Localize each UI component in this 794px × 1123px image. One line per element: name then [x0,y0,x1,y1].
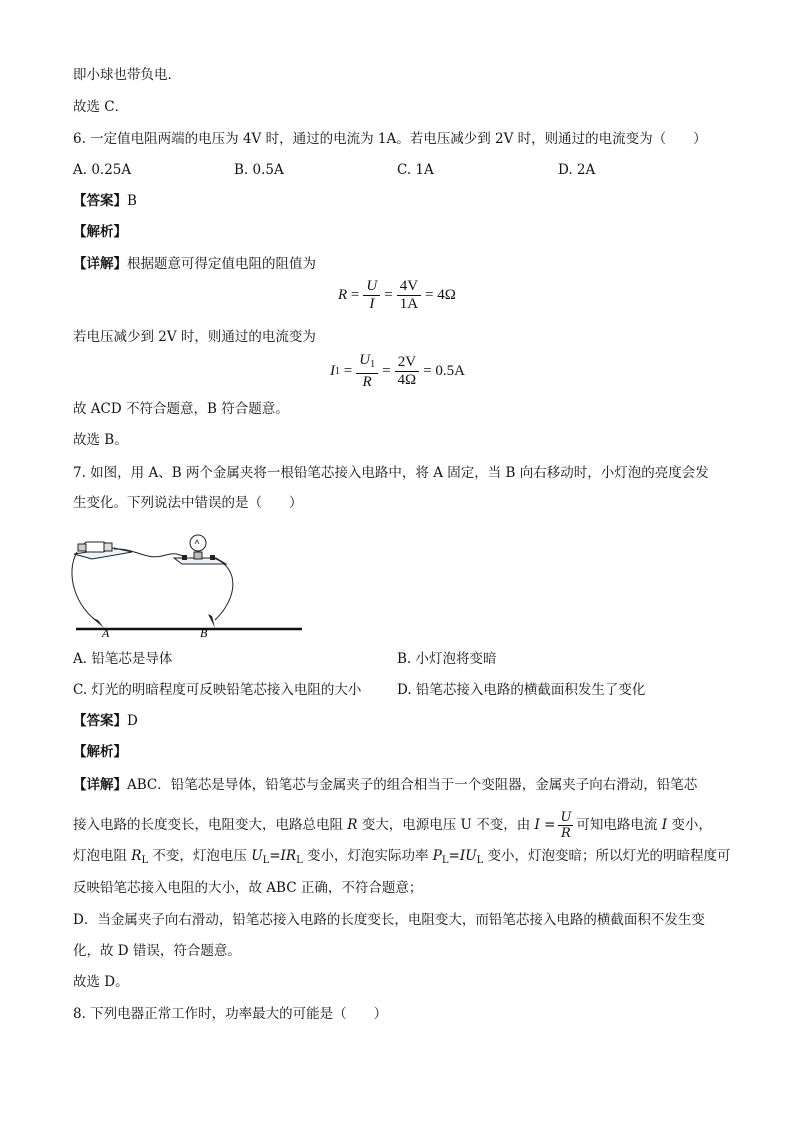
equation-current: I 1 = $\frac{U_1}{R}$ = $\frac{2V}{4\Omega}$ = 0.5A [330,352,465,390]
option-b: B. 小灯泡将变暗 [397,651,497,667]
option-c: C. 1A [397,162,434,178]
text-line: 故 ACD 不符合题意，B 符合题意。 [73,401,289,417]
question-8-stem: 8. 下列电器正常工作时，功率最大的可能是（ ） [73,1006,388,1022]
detail-line: 【详解】ABC．铅笔芯是导体，铅笔芯与金属夹子的组合相当于一个变阻器，金属夹子向右滑动，铅笔芯 [73,777,698,793]
answer-line [73,191,137,211]
option-a: A. 0.25A [73,162,132,178]
text-line: 故选 C． [73,99,129,115]
answer-tag: 【答案】 [73,713,127,729]
battery-icon [74,542,132,559]
text-line: 即小球也带负电． [73,67,181,83]
option-c: C. 灯光的明暗程度可反映铅笔芯接入电阻的大小 [73,682,362,698]
text-line: 若电压减少到 2V 时，则通过的电流变为 [73,329,316,345]
question-7-stem: 生变化。下列说法中错误的是（ ） [73,495,303,511]
circuit-figure [70,528,310,638]
answer-value: B [127,193,137,209]
analysis-tag: 【解析】 [73,744,127,760]
label-a: A [102,626,110,638]
analysis-tag: 【解析】 [73,224,127,240]
label-b: B [200,626,208,638]
question-7-stem: 7. 如图，用 A、B 两个金属夹将一根铅笔芯接入电路中，将 A 固定，当 B 向右移动时，小灯泡的亮度会发 [73,465,709,481]
answer-line [73,711,138,731]
option-b: B. 0.5A [234,162,284,178]
detail-line: 灯泡电阻 $R_L$ 不变，灯泡电压 $U_L=IR_L$ 变小，灯泡实际功率 $P_L=IU_L$ 变小，灯泡变暗；所以灯光的明暗程度可 [73,848,731,866]
option-d: D. 2A [558,162,596,178]
detail-line: D．当金属夹子向右滑动，铅笔芯接入电路的长度变长，电阻变大，而铅笔芯接入电路的横截面积不发生变 [73,912,705,928]
option-a: A. 铅笔芯是导体 [73,651,173,667]
equation-resistance: R = $\frac{U}{I}$ = $\frac{4V}{1A}$ = 4Ω [338,278,456,312]
detail-line: 【详解】根据题意可得定值电阻的阻值为 [73,256,316,272]
text-line: 故选 B。 [73,432,128,448]
detail-line: 反映铅笔芯接入电阻的大小，故 ABC 正确，不符合题意； [73,880,423,896]
clip-b [208,614,215,628]
option-d: D. 铅笔芯接入电路的横截面积发生了变化 [397,682,646,698]
detail-line: 化，故 D 错误，符合题意。 [73,943,241,959]
answer-tag: 【答案】 [73,193,127,209]
detail-line: 接入电路的长度变长，电阻变大，电路总电阻 R 变大，电源电压 U 不变，由 I = $\frac{U}{R}$ 可知电路电流 I 变小， [73,810,712,841]
question-6-stem: 6. 一定值电阻两端的电压为 4V 时，通过的电流为 1A。若电压减少到 2V 时，则通过的电流变为（ ） [73,131,707,147]
answer-value: D [127,713,138,729]
text-line: 故选 D。 [73,974,129,990]
